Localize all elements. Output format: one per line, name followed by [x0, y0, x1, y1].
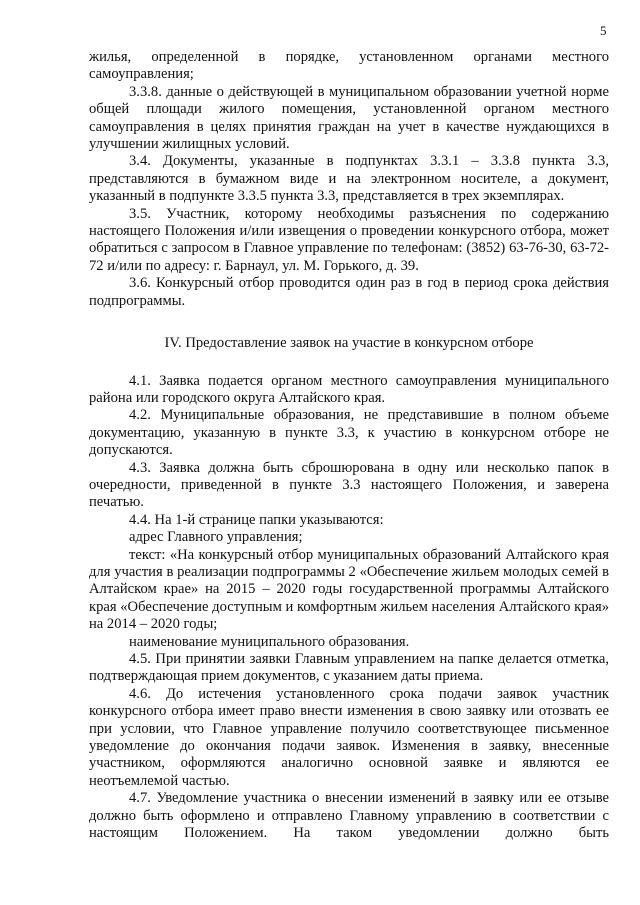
paragraph-4-3: 4.3. Заявка должна быть сброшюрована в одну или несколько папок в очередности, приведенной в пункте 3.3 настоящего Положения, и заверена печатью. [89, 459, 609, 511]
paragraph-4-7: 4.7. Уведомление участника о внесении изменений в заявку или ее отзыве должно быть оформлено и отправлено Главному управлению в соответствии с настоящим Положением. На таком уведомлении должно быть [89, 790, 609, 842]
paragraph-3-5: 3.5. Участник, которому необходимы разъяснения по содержанию настоящего Положения и/или извещения о проведении конкурсного отбора, может обратиться с запросом в Главное управление по телефонам: (3852) 63-76-30, 63-72-72 и/или по адресу: г. Барнаул, ул. М. Горького, д. 39. [89, 205, 609, 274]
page-number: 5 [600, 23, 607, 38]
section-heading-iv: IV. Предоставление заявок на участие в конкурсном отборе [164, 335, 534, 352]
paragraph-municipality-name: наименование муниципального образования. [129, 633, 410, 650]
paragraph-folder-text: текст: «На конкурсный отбор муниципальных образований Алтайского края для участия в реализации подпрограммы 2 «Обеспечение жильем молодых семей в Алтайском крае» на 2015 – 2020 годы государственной программы Алтайского края «Обеспечение доступным и комфортным жильем населения Алтайского края» на 2014 – 2020 годы; [89, 546, 609, 633]
paragraph-4-5: 4.5. При принятии заявки Главным управлением на папке делается отметка, подтверждающая прием документов, с указанием даты приема. [89, 651, 609, 685]
paragraph-4-4: 4.4. На 1-й странице папки указываются: [129, 511, 384, 528]
paragraph-housing-norm-end: жилья, определенной в порядке, установленном органами местного самоуправления; [89, 49, 609, 83]
paragraph-3-6: 3.6. Конкурсный отбор проводится один раз в год в период срока действия подпрограммы. [89, 275, 609, 309]
document-body [89, 49, 609, 842]
paragraph-4-6: 4.6. До истечения установленного срока подачи заявок участник конкурсного отбора имеет право внести изменения в свою заявку или отозвать ее при условии, что Главное управление получило соответствующее письменное уведомление до окончания подачи заявок. Изменения в заявку, внесенные участником, оформляются аналогично основной заявке и являются ее неотъемлемой частью. [89, 685, 609, 789]
paragraph-4-2: 4.2. Муниципальные образования, не представившие в полном объеме документацию, указанную в пункте 3.3, к участию в конкурсном отборе не допускаются. [89, 407, 609, 459]
paragraph-address: адрес Главного управления; [129, 529, 303, 546]
paragraph-3-4: 3.4. Документы, указанные в подпунктах 3.3.1 – 3.3.8 пункта 3.3, представляются в бумажном виде и на электронном носителе, а документ, указанный в подпункте 3.3.5 пункта 3.3, представляется в трех экземплярах. [89, 153, 609, 205]
paragraph-4-1: 4.1. Заявка подается органом местного самоуправления муниципального района или городского округа Алтайского края. [89, 372, 609, 406]
paragraph-3-3-8: 3.3.8. данные о действующей в муниципальном образовании учетной норме общей площади жилого помещения, установленной органом местного самоуправления в целях принятия граждан на учет в качестве нуждающихся в улучшении жилищных условий. [89, 83, 609, 153]
